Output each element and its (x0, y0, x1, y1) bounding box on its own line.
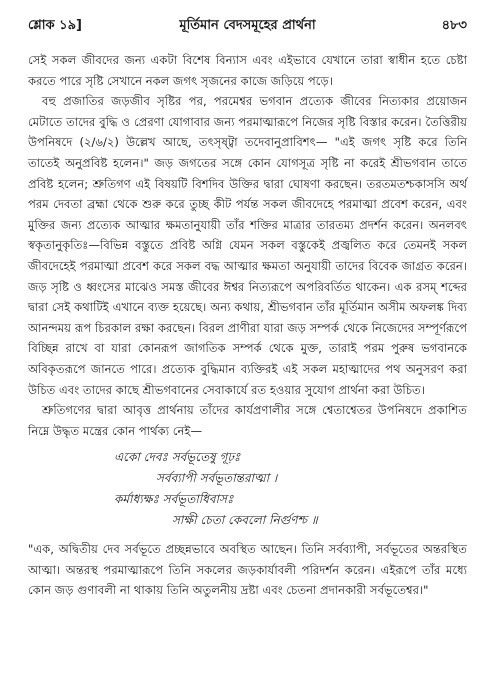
verse-line-2: সর্বব্যাপী সর্বভূতান্তরাত্মা । (156, 471, 278, 486)
verse-line-4: সাক্ষী চেতা কেবলো নির্গুণশ্চ ॥ (172, 513, 318, 528)
verse-reference: শ্লোক ১৯] (28, 18, 82, 33)
page-header (28, 12, 467, 34)
sanskrit-verse (114, 447, 467, 531)
verse-line-1: একো দেবঃ সর্বভূতেষু গূঢ়ঃ (114, 450, 241, 465)
page-body (28, 50, 467, 601)
verse-line-3: কর্মাধ্যক্ষঃ সর্বভূতাধিবাসঃ (114, 492, 234, 507)
paragraph-3: শ্রুতিগণের দ্বারা আবৃত্ত প্রার্থনায় তাঁদের কার্যপ্রণালীর সঙ্গে শ্বেতাশ্বেতর উপনিষদে প্রকাশিত নিম্নে উদ্ধৃত মন্ত্রের কোন পার্থক্য নেই— (28, 403, 467, 438)
page-number: ৪৮৩ (441, 18, 467, 33)
paragraph-1: সেই সকল জীবদের জন্য একটা বিশেষ বিন্যাস এবং এইভাবে যেখানে তারা স্বাধীন হতে চেষ্টা করতে পারে সৃষ্টি সেখানে নকল জগৎ সৃজনের কাজে জড়িয়ে পড়ে। (28, 53, 467, 88)
chapter-title: মূর্তিমান বেদসমূহের প্রার্থনা (179, 18, 316, 33)
verse-translation: "এক, অদ্বিতীয় দেব সর্বভূতে প্রচ্ছন্নভাবে অবস্থিত আছেন। তিনি সর্বব্যাপী, সর্বভূতের অন্তরস্থিত আত্মা। অন্তরস্থ পরমাত্মারূপে তিনি সকলের জড়কার্যাবলী পরিদর্শন করেন। এইরূপে তাঁর মধ্যে কোন জড় গুণাবলী না থাকায় তিনি অতুলনীয় দ্রষ্টা এবং চেতনা প্রদানকারী সর্বভূতেশ্বর।" (28, 542, 467, 598)
paragraph-2: বহু প্রজাতির জড়জীব সৃষ্টির পর, পরমেশ্বর ভগবান প্রত্যেক জীবের নিত্যকার প্রয়োজন মেটাতে তাদের বুদ্ধি ও প্রেরণা যোগাবার জন্য পরমাত্মারূপে নিজের সৃষ্টি বিস্তার করেন। তৈত্তিরীয় উপনিষদে (২/৬/২) উল্লেখ আছে, তৎসৃষ্ট্বা তদেবানুপ্রাবিশৎ— "এই জগৎ সৃষ্টি করে তিনি তাতেই অনুপ্রবিষ্ট হলেন।" জড় জগতের সঙ্গে কোন যোগসূত্র সৃষ্টি না করেই শ্রীভগবান তাতে প্রবিষ্ট হলেন; শ্রুতিগণ এই বিষয়টি বিশদিব উক্তির দ্বারা ঘোষণা করছেন। তরতমতশ্চকাসসি অর্থ পরম দেবতা ব্রহ্মা থেকে শুরু করে তুচ্ছ কীট পর্যন্ত সকল জীবদেহে পরমাত্মা প্রবেশ করেন, এবং মুক্তির জন্য প্রত্যেক আত্মার ক্ষমতানুযায়ী তাঁর শক্তির মাত্রার তারতম্য প্রদর্শন করেন। অনলবৎ স্বকৃতানুকৃতিঃ—বিভিন্ন বস্তুতে প্রবিষ্ট অগ্নি যেমন সকল বস্তুকেই প্রজ্বলিত করে তেমনই সকল জীবদেহেই পরমাত্মা প্রবেশ করে সকল বদ্ধ আত্মার ক্ষমতা অনুযায়ী তাদের বিবেক জাগ্রত করেন। জড় সৃষ্টি ও ধ্বংসের মাঝেও সমস্ত জীবের ঈশ্বর নিত্যরূপে অপরিবর্তিত থাকেন। এক রসম্ শব্দের দ্বারা সেই কথাটিই এখানে ব্যক্ত হয়েছে। অন্য কথায়, শ্রীভগবান তাঁর মূর্তিমান অসীম অফলঙ্ক দিব্য আনন্দময় রূপ চিরকাল রক্ষা করছেন। বিরল প্রাণীরা যারা জড় সম্পর্ক থেকে নিজেদের সম্পূর্ণরূপে বিচ্ছিন্ন রাখে বা যারা কোনরূপ জাগতিক সম্পর্ক থেকে মুক্ত, তারাই পরম পুরুষ ভগবানকে অবিকৃতরূপে জানতে পারে। প্রত্যেক বুদ্ধিমান ব্যক্তিরই এই সকল মহাত্মাদের পথ অনুসরণ করা উচিত এবং তাদের কাছে শ্রীভগবানের সেবাকার্যে রত হওয়ার সুযোগ প্রার্থনা করা উচিত। (28, 94, 467, 397)
